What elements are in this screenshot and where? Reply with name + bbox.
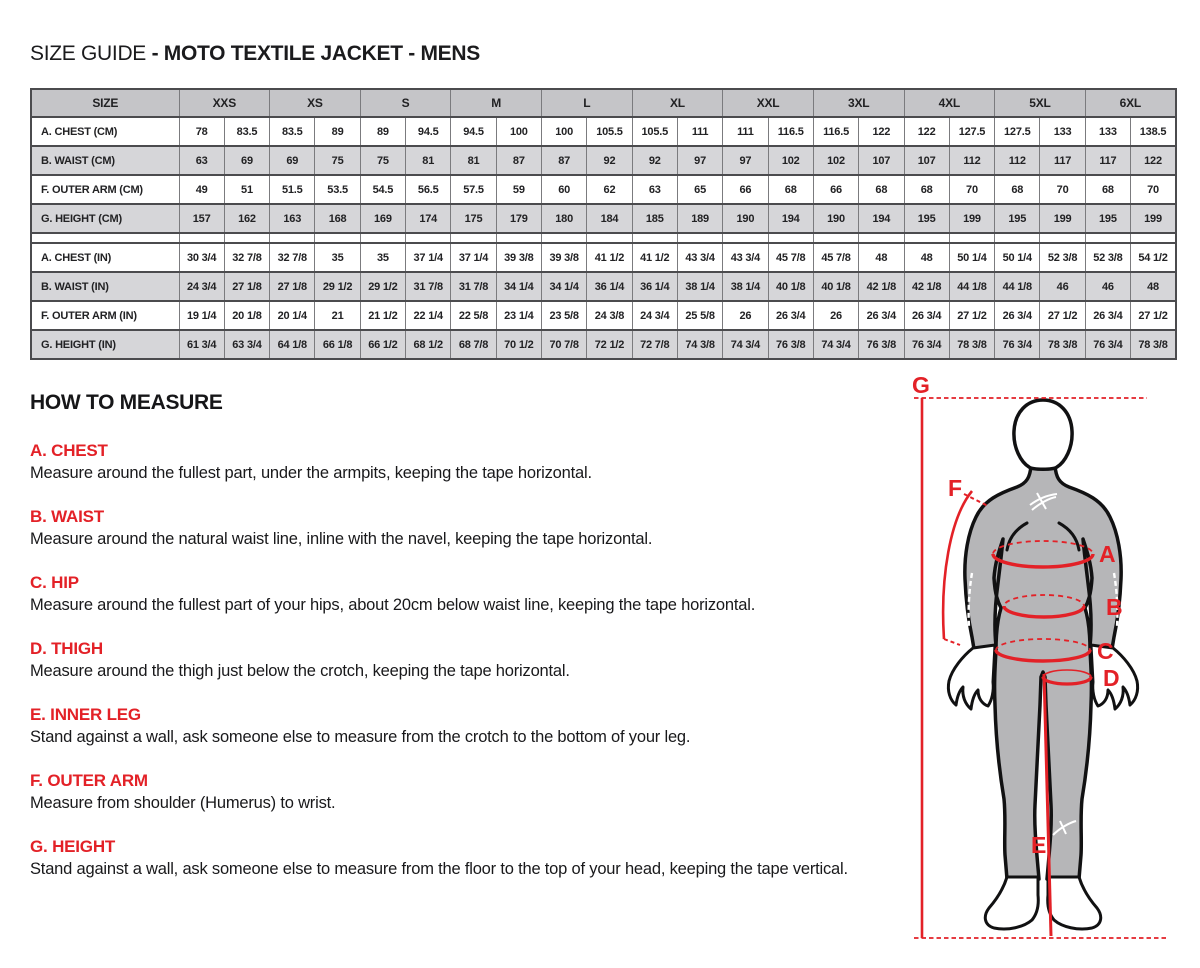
table-row	[31, 301, 1176, 330]
size-value-cell: 43 3/4	[677, 243, 722, 272]
size-value-cell: 68	[995, 175, 1040, 204]
size-value-cell: 25 5/8	[677, 301, 722, 330]
measure-item-description: Measure around the fullest part, under the armpits, keeping the tape horizontal.	[30, 464, 592, 482]
size-value-cell: 32 7/8	[224, 243, 269, 272]
size-value-cell: 46	[1040, 272, 1085, 301]
spacer-cell	[723, 233, 768, 243]
size-value-cell: 102	[768, 146, 813, 175]
size-value-cell: 69	[224, 146, 269, 175]
size-value-cell: 76 3/8	[768, 330, 813, 359]
measure-item	[30, 441, 910, 484]
spacer-cell	[904, 233, 949, 243]
size-value-cell: 31 7/8	[406, 272, 451, 301]
size-value-cell: 27 1/2	[1131, 301, 1176, 330]
size-value-cell: 40 1/8	[813, 272, 858, 301]
size-value-cell: 168	[315, 204, 360, 233]
size-value-cell: 54 1/2	[1131, 243, 1176, 272]
size-value-cell: 42 1/8	[904, 272, 949, 301]
size-value-cell: 19 1/4	[179, 301, 224, 330]
measure-item-label: G. HEIGHT	[30, 837, 116, 856]
size-value-cell: 83.5	[270, 117, 315, 146]
size-value-cell: 51.5	[270, 175, 315, 204]
size-value-cell: 45 7/8	[768, 243, 813, 272]
measure-item	[30, 573, 910, 616]
figure-right-foot	[1048, 877, 1101, 929]
measure-item-description: Stand against a wall, ask someone else to measure from the floor to the top of your head, keeping the tape vertical.	[30, 860, 848, 878]
row-label: A. CHEST (IN)	[31, 243, 179, 272]
table-row	[31, 330, 1176, 359]
size-value-cell: 76 3/4	[1085, 330, 1130, 359]
size-value-cell: 179	[496, 204, 541, 233]
size-value-cell: 44 1/8	[995, 272, 1040, 301]
size-value-cell: 31 7/8	[451, 272, 496, 301]
size-value-cell: 56.5	[406, 175, 451, 204]
size-value-cell: 107	[859, 146, 904, 175]
size-value-cell: 174	[406, 204, 451, 233]
size-column-header: M	[451, 89, 542, 117]
size-value-cell: 46	[1085, 272, 1130, 301]
table-row	[31, 175, 1176, 204]
size-table	[30, 88, 1177, 360]
size-value-cell: 36 1/4	[632, 272, 677, 301]
size-value-cell: 72 1/2	[587, 330, 632, 359]
size-column-header: S	[360, 89, 451, 117]
label-outer-arm-f: F	[948, 475, 963, 501]
size-value-cell: 39 3/8	[496, 243, 541, 272]
size-value-cell: 199	[1131, 204, 1176, 233]
spacer-cell	[677, 233, 722, 243]
size-value-cell: 117	[1040, 146, 1085, 175]
size-value-cell: 78 3/8	[1040, 330, 1085, 359]
size-value-cell: 111	[723, 117, 768, 146]
size-value-cell: 66	[723, 175, 768, 204]
size-value-cell: 26	[813, 301, 858, 330]
size-value-cell: 68	[768, 175, 813, 204]
size-value-cell: 116.5	[768, 117, 813, 146]
size-value-cell: 87	[496, 146, 541, 175]
size-value-cell: 122	[904, 117, 949, 146]
size-corner-header: SIZE	[31, 89, 179, 117]
measure-item-description: Stand against a wall, ask someone else to measure from the crotch to the bottom of your leg.	[30, 728, 691, 746]
size-column-header: XXS	[179, 89, 270, 117]
size-value-cell: 100	[542, 117, 587, 146]
size-value-cell: 36 1/4	[587, 272, 632, 301]
measure-item	[30, 507, 910, 550]
measure-item	[30, 639, 910, 682]
measure-item-description: Measure from shoulder (Humerus) to wrist.	[30, 794, 336, 812]
row-label: G. HEIGHT (IN)	[31, 330, 179, 359]
row-label: F. OUTER ARM (CM)	[31, 175, 179, 204]
size-value-cell: 37 1/4	[406, 243, 451, 272]
size-value-cell: 117	[1085, 146, 1130, 175]
size-table-body	[31, 117, 1176, 359]
size-value-cell: 66 1/2	[360, 330, 405, 359]
size-value-cell: 48	[859, 243, 904, 272]
size-value-cell: 50 1/4	[949, 243, 994, 272]
size-value-cell: 30 3/4	[179, 243, 224, 272]
how-to-measure-section	[30, 391, 910, 903]
size-value-cell: 195	[1085, 204, 1130, 233]
size-value-cell: 44 1/8	[949, 272, 994, 301]
page-title	[30, 42, 480, 66]
size-value-cell: 49	[179, 175, 224, 204]
table-row	[31, 117, 1176, 146]
figure-left-foot	[985, 877, 1038, 929]
size-value-cell: 87	[542, 146, 587, 175]
row-label: B. WAIST (CM)	[31, 146, 179, 175]
size-value-cell: 54.5	[360, 175, 405, 204]
size-value-cell: 20 1/8	[224, 301, 269, 330]
row-label: B. WAIST (IN)	[31, 272, 179, 301]
size-value-cell: 122	[859, 117, 904, 146]
size-value-cell: 38 1/4	[677, 272, 722, 301]
size-value-cell: 97	[677, 146, 722, 175]
row-label: A. CHEST (CM)	[31, 117, 179, 146]
size-value-cell: 190	[723, 204, 768, 233]
size-value-cell: 42 1/8	[859, 272, 904, 301]
size-value-cell: 72 7/8	[632, 330, 677, 359]
size-column-header: 6XL	[1085, 89, 1176, 117]
size-value-cell: 199	[1040, 204, 1085, 233]
size-value-cell: 26 3/4	[1085, 301, 1130, 330]
spacer-cell	[224, 233, 269, 243]
measure-item-description: Measure around the thigh just below the crotch, keeping the tape horizontal.	[30, 662, 570, 680]
measure-item-description: Measure around the fullest part of your hips, about 20cm below waist line, keeping the tape horizontal.	[30, 596, 756, 614]
size-value-cell: 63 3/4	[224, 330, 269, 359]
size-value-cell: 52 3/8	[1040, 243, 1085, 272]
figure-left-hand	[948, 645, 995, 709]
size-value-cell: 40 1/8	[768, 272, 813, 301]
spacer-cell	[360, 233, 405, 243]
size-value-cell: 39 3/8	[542, 243, 587, 272]
size-value-cell: 34 1/4	[542, 272, 587, 301]
size-value-cell: 74 3/4	[813, 330, 858, 359]
size-value-cell: 76 3/4	[904, 330, 949, 359]
size-value-cell: 26 3/4	[859, 301, 904, 330]
size-value-cell: 92	[632, 146, 677, 175]
size-value-cell: 48	[1131, 272, 1176, 301]
size-value-cell: 35	[360, 243, 405, 272]
size-value-cell: 61 3/4	[179, 330, 224, 359]
label-hip-c: C	[1097, 638, 1114, 664]
size-value-cell: 69	[270, 146, 315, 175]
size-value-cell: 52 3/8	[1085, 243, 1130, 272]
size-column-header: XXL	[723, 89, 814, 117]
size-value-cell: 162	[224, 204, 269, 233]
size-value-cell: 34 1/4	[496, 272, 541, 301]
size-value-cell: 75	[360, 146, 405, 175]
size-value-cell: 81	[406, 146, 451, 175]
spacer-cell	[179, 233, 224, 243]
size-value-cell: 112	[995, 146, 1040, 175]
size-value-cell: 35	[315, 243, 360, 272]
size-column-header: L	[542, 89, 633, 117]
spacer-cell	[995, 233, 1040, 243]
spacer-cell	[813, 233, 858, 243]
size-value-cell: 127.5	[995, 117, 1040, 146]
spacer-cell	[587, 233, 632, 243]
size-value-cell: 169	[360, 204, 405, 233]
size-column-header: XL	[632, 89, 723, 117]
size-value-cell: 70	[949, 175, 994, 204]
size-value-cell: 66 1/8	[315, 330, 360, 359]
label-chest-a: A	[1099, 541, 1116, 567]
size-value-cell: 65	[677, 175, 722, 204]
size-value-cell: 70	[1131, 175, 1176, 204]
size-value-cell: 180	[542, 204, 587, 233]
size-value-cell: 66	[813, 175, 858, 204]
size-value-cell: 29 1/2	[360, 272, 405, 301]
size-value-cell: 70	[1040, 175, 1085, 204]
size-value-cell: 24 3/4	[632, 301, 677, 330]
size-value-cell: 26 3/4	[904, 301, 949, 330]
size-column-header: 5XL	[995, 89, 1086, 117]
size-column-header: 4XL	[904, 89, 995, 117]
size-value-cell: 24 3/8	[587, 301, 632, 330]
size-value-cell: 63	[632, 175, 677, 204]
size-value-cell: 89	[360, 117, 405, 146]
size-value-cell: 138.5	[1131, 117, 1176, 146]
measure-item-label: C. HIP	[30, 573, 79, 592]
size-value-cell: 133	[1040, 117, 1085, 146]
size-value-cell: 122	[1131, 146, 1176, 175]
spacer-cell	[496, 233, 541, 243]
spacer-cell	[451, 233, 496, 243]
size-value-cell: 133	[1085, 117, 1130, 146]
size-value-cell: 78 3/8	[1131, 330, 1176, 359]
label-inner-leg-e: E	[1031, 832, 1047, 858]
measure-item	[30, 771, 910, 814]
spacer-cell	[270, 233, 315, 243]
size-value-cell: 94.5	[406, 117, 451, 146]
size-value-cell: 94.5	[451, 117, 496, 146]
size-header-row	[31, 89, 1176, 117]
size-value-cell: 194	[859, 204, 904, 233]
size-value-cell: 63	[179, 146, 224, 175]
size-value-cell: 78	[179, 117, 224, 146]
size-value-cell: 22 1/4	[406, 301, 451, 330]
size-value-cell: 32 7/8	[270, 243, 315, 272]
size-value-cell: 22 5/8	[451, 301, 496, 330]
size-value-cell: 29 1/2	[315, 272, 360, 301]
size-value-cell: 74 3/8	[677, 330, 722, 359]
size-value-cell: 21 1/2	[360, 301, 405, 330]
size-value-cell: 51	[224, 175, 269, 204]
page-title-prefix: SIZE GUIDE	[30, 42, 152, 65]
size-value-cell: 26	[723, 301, 768, 330]
size-value-cell: 157	[179, 204, 224, 233]
size-value-cell: 38 1/4	[723, 272, 768, 301]
measure-item-description: Measure around the natural waist line, inline with the navel, keeping the tape horizontal.	[30, 530, 653, 548]
row-label: G. HEIGHT (CM)	[31, 204, 179, 233]
size-value-cell: 199	[949, 204, 994, 233]
size-value-cell: 27 1/8	[224, 272, 269, 301]
measure-item	[30, 705, 910, 748]
size-value-cell: 76 3/4	[995, 330, 1040, 359]
measure-item-label: A. CHEST	[30, 441, 108, 460]
spacer-cell	[315, 233, 360, 243]
size-column-header: 3XL	[813, 89, 904, 117]
table-spacer-row	[31, 233, 1176, 243]
measure-item-label: F. OUTER ARM	[30, 771, 148, 790]
size-value-cell: 62	[587, 175, 632, 204]
size-value-cell: 23 5/8	[542, 301, 587, 330]
size-value-cell: 175	[451, 204, 496, 233]
size-value-cell: 68	[1085, 175, 1130, 204]
label-waist-b: B	[1106, 594, 1123, 620]
size-value-cell: 68	[859, 175, 904, 204]
measure-items	[30, 441, 910, 880]
size-value-cell: 20 1/4	[270, 301, 315, 330]
size-value-cell: 48	[904, 243, 949, 272]
spacer-cell	[1131, 233, 1176, 243]
size-value-cell: 116.5	[813, 117, 858, 146]
size-value-cell: 105.5	[632, 117, 677, 146]
size-value-cell: 163	[270, 204, 315, 233]
table-row	[31, 243, 1176, 272]
size-value-cell: 70 1/2	[496, 330, 541, 359]
size-value-cell: 185	[632, 204, 677, 233]
size-value-cell: 76 3/8	[859, 330, 904, 359]
size-value-cell: 105.5	[587, 117, 632, 146]
size-value-cell: 26 3/4	[995, 301, 1040, 330]
measurement-diagram	[900, 373, 1185, 963]
size-value-cell: 75	[315, 146, 360, 175]
body-figure-illustration	[900, 373, 1185, 963]
spacer-cell	[406, 233, 451, 243]
measure-item-label: D. THIGH	[30, 639, 104, 658]
measure-item-label: E. INNER LEG	[30, 705, 141, 724]
size-value-cell: 37 1/4	[451, 243, 496, 272]
size-value-cell: 195	[995, 204, 1040, 233]
size-value-cell: 21	[315, 301, 360, 330]
size-value-cell: 41 1/2	[632, 243, 677, 272]
size-value-cell: 68 1/2	[406, 330, 451, 359]
spacer-cell	[768, 233, 813, 243]
size-value-cell: 57.5	[451, 175, 496, 204]
size-value-cell: 195	[904, 204, 949, 233]
spacer-cell	[31, 233, 179, 243]
size-value-cell: 70 7/8	[542, 330, 587, 359]
size-value-cell: 111	[677, 117, 722, 146]
how-to-measure-heading: HOW TO MEASURE	[30, 391, 223, 414]
size-value-cell: 60	[542, 175, 587, 204]
spacer-cell	[949, 233, 994, 243]
table-row	[31, 146, 1176, 175]
size-value-cell: 23 1/4	[496, 301, 541, 330]
size-value-cell: 27 1/2	[949, 301, 994, 330]
size-value-cell: 184	[587, 204, 632, 233]
size-value-cell: 24 3/4	[179, 272, 224, 301]
size-value-cell: 190	[813, 204, 858, 233]
size-value-cell: 68	[904, 175, 949, 204]
outer-arm-connector-bottom	[944, 639, 960, 645]
size-value-cell: 27 1/8	[270, 272, 315, 301]
size-value-cell: 97	[723, 146, 768, 175]
size-value-cell: 74 3/4	[723, 330, 768, 359]
size-value-cell: 64 1/8	[270, 330, 315, 359]
size-value-cell: 81	[451, 146, 496, 175]
size-value-cell: 127.5	[949, 117, 994, 146]
spacer-cell	[632, 233, 677, 243]
size-value-cell: 189	[677, 204, 722, 233]
table-row	[31, 272, 1176, 301]
measure-item	[30, 837, 910, 880]
size-value-cell: 78 3/8	[949, 330, 994, 359]
label-thigh-d: D	[1103, 665, 1120, 691]
size-value-cell: 43 3/4	[723, 243, 768, 272]
table-row	[31, 204, 1176, 233]
size-value-cell: 89	[315, 117, 360, 146]
size-value-cell: 53.5	[315, 175, 360, 204]
size-value-cell: 59	[496, 175, 541, 204]
size-column-header: XS	[270, 89, 361, 117]
figure-head	[1014, 400, 1072, 469]
label-height-g: G	[912, 373, 930, 398]
size-value-cell: 26 3/4	[768, 301, 813, 330]
measure-item-label: B. WAIST	[30, 507, 104, 526]
size-value-cell: 92	[587, 146, 632, 175]
size-value-cell: 112	[949, 146, 994, 175]
spacer-cell	[542, 233, 587, 243]
size-value-cell: 194	[768, 204, 813, 233]
size-value-cell: 102	[813, 146, 858, 175]
spacer-cell	[1040, 233, 1085, 243]
size-value-cell: 45 7/8	[813, 243, 858, 272]
size-value-cell: 27 1/2	[1040, 301, 1085, 330]
size-value-cell: 41 1/2	[587, 243, 632, 272]
size-value-cell: 83.5	[224, 117, 269, 146]
page-title-main: - MOTO TEXTILE JACKET - MENS	[151, 42, 480, 65]
spacer-cell	[1085, 233, 1130, 243]
spacer-cell	[859, 233, 904, 243]
row-label: F. OUTER ARM (IN)	[31, 301, 179, 330]
size-value-cell: 107	[904, 146, 949, 175]
size-value-cell: 68 7/8	[451, 330, 496, 359]
size-value-cell: 100	[496, 117, 541, 146]
size-value-cell: 50 1/4	[995, 243, 1040, 272]
